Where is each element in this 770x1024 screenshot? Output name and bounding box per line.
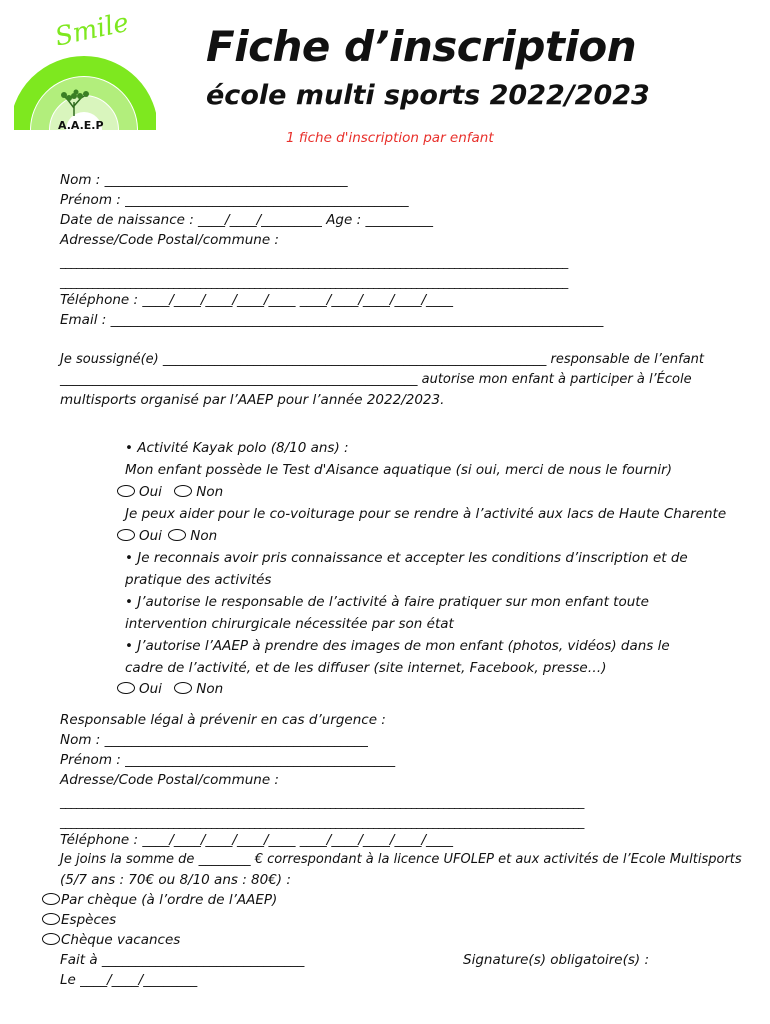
logo-script-text: Smile: [52, 12, 132, 53]
signature-label: Signature(s) obligatoire(s) :: [463, 952, 650, 968]
legal-adresse-line-1[interactable]: _________________________________________________________________________________________________: [60, 795, 584, 809]
form-title: Fiche d’inscription: [206, 22, 637, 71]
aisance-options: [117, 482, 231, 502]
child-nom-field[interactable]: Nom : ____________________________________: [60, 172, 348, 188]
consent-line-1[interactable]: Je soussigné(e) ___________________________________________________________ responsable de l’enfant: [60, 352, 705, 367]
radio-circle-icon[interactable]: [174, 485, 192, 497]
logo-org-text: A.A.E.P: [58, 119, 104, 132]
conditions-line-1: • Je reconnais avoir pris connaissance et accepter les conditions d’inscription et de: [125, 550, 688, 566]
child-email-field[interactable]: Email : _________________________________________________________________________: [60, 312, 604, 328]
legal-adresse-label: Adresse/Code Postal/commune :: [60, 772, 279, 788]
radio-circle-icon[interactable]: [117, 682, 135, 694]
kayak-activity-label: • Activité Kayak polo (8/10 ans) :: [125, 440, 349, 456]
child-naissance-field[interactable]: Date de naissance : ____/____/_________ Age : __________: [60, 212, 433, 228]
child-prenom-field[interactable]: Prénom : __________________________________________: [60, 192, 409, 208]
covoiturage-oui-option[interactable]: Oui: [117, 526, 162, 546]
images-non-option[interactable]: Non: [174, 679, 223, 699]
chirurgie-line-1: • J’autorise le responsable de l’activité à faire pratiquer sur mon enfant toute: [125, 594, 649, 610]
covoiturage-non-option[interactable]: Non: [168, 526, 217, 546]
legal-header: Responsable légal à prévenir en cas d’urgence :: [60, 712, 386, 728]
payment-cheque-option[interactable]: Par chèque (à l’ordre de l’AAEP): [42, 890, 277, 910]
child-adresse-line-1[interactable]: ______________________________________________________________________________________________: [60, 255, 568, 269]
covoiturage-question: Je peux aider pour le co-voiturage pour se rendre à l’activité aux lacs de Haute Charente: [125, 506, 727, 522]
payment-especes-option[interactable]: Espèces: [42, 910, 116, 930]
payment-somme-field[interactable]: Je joins la somme de ________ € correspondant à la licence UFOLEP et aux activités de l’Ecole Multisports: [60, 852, 742, 867]
legal-telephone-field[interactable]: Téléphone : ____/____/____/____/____ ____/____/____/____/____: [60, 832, 453, 848]
images-oui-option[interactable]: Oui: [117, 679, 162, 699]
radio-circle-icon[interactable]: [117, 529, 135, 541]
child-adresse-line-2[interactable]: ______________________________________________________________________________________________: [60, 275, 568, 289]
chirurgie-line-2: intervention chirurgicale nécessitée par son état: [125, 616, 454, 632]
legal-nom-field[interactable]: Nom : _______________________________________: [60, 732, 368, 748]
consent-line-3: multisports organisé par l’AAEP pour l’année 2022/2023.: [60, 392, 445, 408]
payment-tarifs: (5/7 ans : 70€ ou 8/10 ans : 80€) :: [60, 872, 291, 888]
legal-prenom-field[interactable]: Prénom : ________________________________________: [60, 752, 396, 768]
conditions-line-2: pratique des activités: [125, 572, 272, 588]
images-line-2: cadre de l’activité, et de les diffuser (site internet, Facebook, presse…): [125, 660, 607, 676]
fait-a-field[interactable]: Fait à ______________________________: [60, 952, 305, 968]
payment-vacances-option[interactable]: Chèque vacances: [42, 930, 180, 950]
radio-circle-icon[interactable]: [174, 682, 192, 694]
aaep-logo: [14, 12, 156, 134]
radio-circle-icon[interactable]: [42, 913, 60, 925]
child-telephone-field[interactable]: Téléphone : ____/____/____/____/____ ____/____/____/____/____: [60, 292, 453, 308]
images-line-1: • J’autorise l’AAEP à prendre des images de mon enfant (photos, vidéos) dans le: [125, 638, 670, 654]
aisance-non-option[interactable]: Non: [174, 482, 223, 502]
consent-line-2[interactable]: _______________________________________________________ autorise mon enfant à participer à l’École: [60, 372, 692, 387]
form-note: 1 fiche d'inscription par enfant: [286, 130, 494, 146]
date-le-field[interactable]: Le ____/____/________: [60, 972, 198, 988]
radio-circle-icon[interactable]: [42, 933, 60, 945]
radio-circle-icon[interactable]: [168, 529, 186, 541]
radio-circle-icon[interactable]: [117, 485, 135, 497]
aisance-oui-option[interactable]: Oui: [117, 482, 162, 502]
covoiturage-options: [117, 526, 225, 546]
radio-circle-icon[interactable]: [42, 893, 60, 905]
images-options: [117, 679, 231, 699]
child-adresse-label: Adresse/Code Postal/commune :: [60, 232, 279, 248]
form-subtitle: école multi sports 2022/2023: [206, 80, 650, 111]
legal-adresse-line-2[interactable]: _________________________________________________________________________________________________: [60, 815, 584, 829]
aisance-question: Mon enfant possède le Test d'Aisance aquatique (si oui, merci de nous le fournir): [125, 462, 673, 478]
